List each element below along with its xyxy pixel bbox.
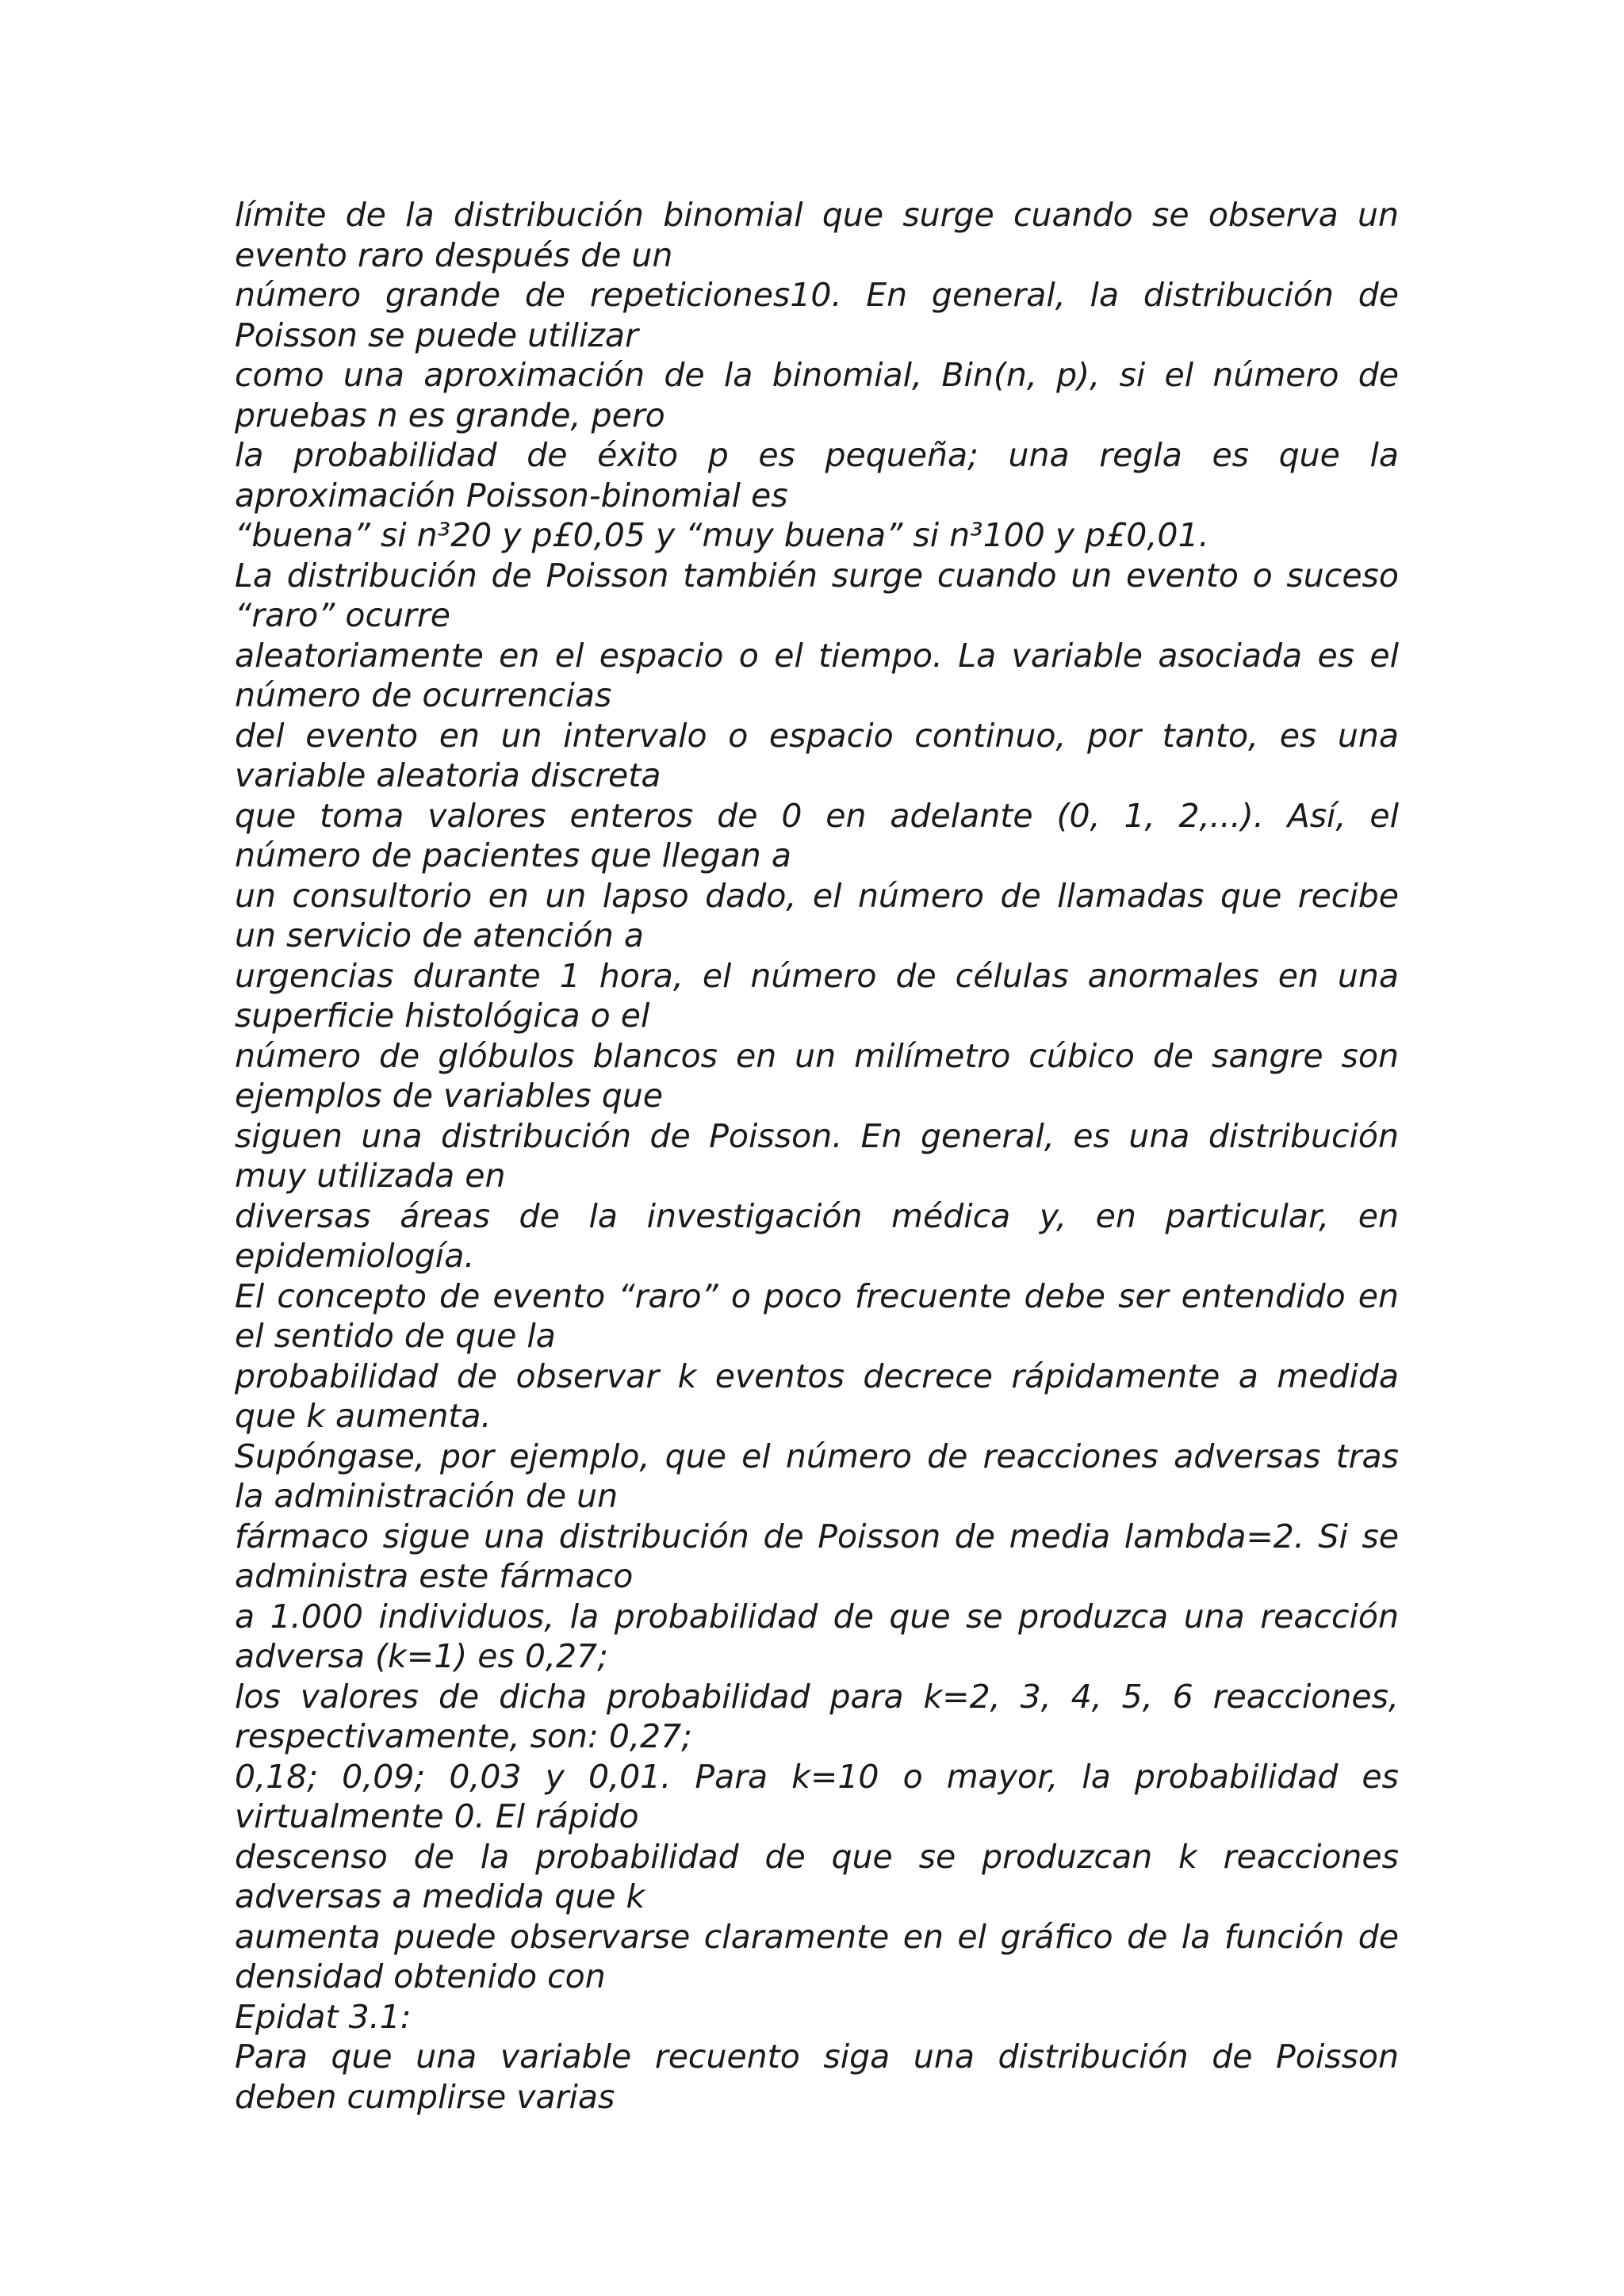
text-line: aumenta puede observarse claramente en el gráfico de la función de: [235, 1917, 1399, 1956]
text-line: la administración de un: [235, 1477, 619, 1515]
text-line: virtualmente 0. El rápido: [235, 1797, 639, 1835]
text-line: adversas a medida que k: [235, 1877, 645, 1915]
text-line: adversa (k=1) es 0,27;: [235, 1637, 608, 1675]
text-line: número de glóbulos blancos en un milímetro cúbico de sangre son: [235, 1036, 1399, 1075]
text-line: que k aumenta.: [235, 1397, 492, 1435]
text-line: Poisson se puede utilizar: [235, 316, 638, 354]
text-line: epidemiología.: [235, 1237, 475, 1275]
text-line: como una aproximación de la binomial, Bin(n, p), si el número de: [235, 356, 1399, 394]
text-line: muy utilizada en: [235, 1157, 506, 1195]
text-line: respectivamente, son: 0,27;: [235, 1717, 692, 1755]
text-line: probabilidad de observar k eventos decrece rápidamente a medida: [235, 1357, 1399, 1395]
text-line: La distribución de Poisson también surge cuando un evento o suceso: [235, 556, 1399, 595]
text-line: 0,18; 0,09; 0,03 y 0,01. Para k=10 o mayor, la probabilidad es: [235, 1757, 1399, 1796]
text-line: número de pacientes que llegan a: [235, 836, 791, 874]
text-line: descenso de la probabilidad de que se produzcan k reacciones: [235, 1837, 1399, 1876]
text-line: Para que una variable recuento siga una distribución de Poisson: [235, 2038, 1399, 2076]
text-line: que toma valores enteros de 0 en adelante (0, 1, 2,...). Así, el: [235, 796, 1399, 835]
text-line: variable aleatoria discreta: [235, 756, 661, 794]
text-line: el sentido de que la: [235, 1317, 556, 1355]
text-line: fármaco sigue una distribución de Poisson de media lambda=2. Si se: [235, 1517, 1399, 1556]
text-line: El concepto de evento “raro” o poco frecuente debe ser entendido en: [235, 1276, 1399, 1315]
text-line: deben cumplirse varias: [235, 2077, 615, 2116]
document-page: [235, 195, 1399, 2117]
text-line: del evento en un intervalo o espacio continuo, por tanto, es una: [235, 716, 1399, 755]
text-line: aleatoriamente en el espacio o el tiempo. La variable asociada es el: [235, 636, 1399, 675]
text-line: un consultorio en un lapso dado, el número de llamadas que recibe: [235, 876, 1399, 915]
text-line: número grande de repeticiones10. En general, la distribución de: [235, 276, 1399, 314]
text-line: ejemplos de variables que: [235, 1077, 663, 1115]
text-line: a 1.000 individuos, la probabilidad de que se produzca una reacción: [235, 1597, 1399, 1636]
text-line: superficie histológica o el: [235, 997, 650, 1035]
text-line: pruebas n es grande, pero: [235, 396, 665, 434]
text-line: siguen una distribución de Poisson. En general, es una distribución: [235, 1116, 1399, 1155]
text-line: “raro” ocurre: [235, 596, 450, 634]
text-line: urgencias durante 1 hora, el número de células anormales en una: [235, 956, 1399, 995]
text-line: límite de la distribución binomial que surge cuando se observa un: [235, 196, 1399, 234]
text-line: la probabilidad de éxito p es pequeña; una regla es que la: [235, 436, 1399, 474]
text-line: Epidat 3.1:: [235, 1997, 412, 2036]
text-line: Supóngase, por ejemplo, que el número de reacciones adversas tras: [235, 1437, 1399, 1475]
text-line: aproximación Poisson-binomial es: [235, 476, 788, 515]
text-line: los valores de dicha probabilidad para k=2, 3, 4, 5, 6 reacciones,: [235, 1677, 1399, 1716]
text-line: densidad obtenido con: [235, 1957, 606, 1996]
text-line: evento raro después de un: [235, 235, 673, 274]
text-line: un servicio de atención a: [235, 916, 645, 955]
text-line: “buena” si n³20 y p£0,05 y “muy buena” si n³100 y p£0,01.: [235, 516, 1209, 554]
text-line: diversas áreas de la investigación médica y, en particular, en: [235, 1196, 1399, 1235]
text-line: administra este fármaco: [235, 1557, 634, 1595]
text-line: número de ocurrencias: [235, 676, 612, 714]
